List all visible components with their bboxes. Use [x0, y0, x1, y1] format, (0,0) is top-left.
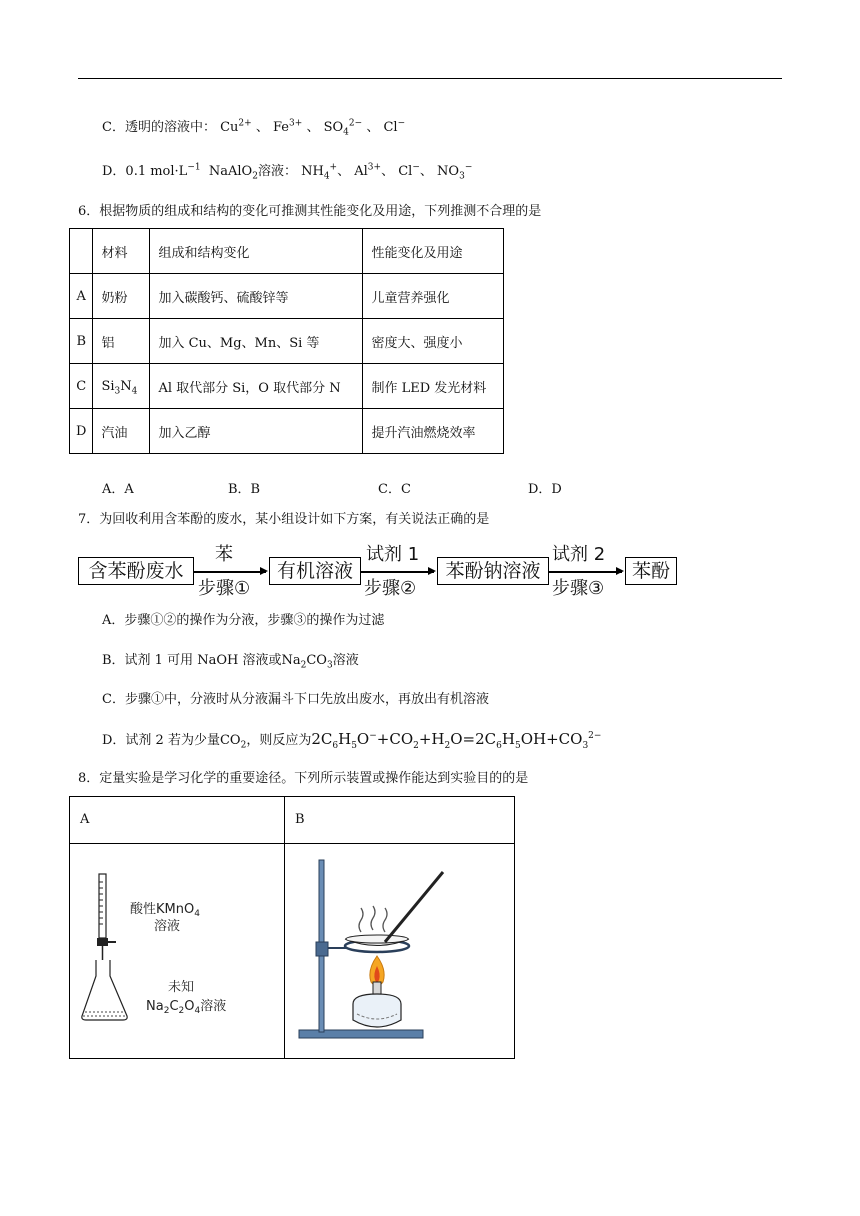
row-label: C: [70, 364, 93, 409]
row-use: 儿童营养强化: [363, 274, 504, 319]
flow-below-3: 步骤③: [552, 578, 605, 599]
q6-header-material: 材料: [93, 229, 150, 274]
reaction-equation: $2C_6H_5O^-+CO_2+H_2O=2C_6H_5OH+CO_3^{2-}$: [311, 730, 602, 751]
row-use: 制作 LED 发光材料: [363, 364, 504, 409]
q6-choice-b: B．B: [228, 482, 261, 497]
q7-stem: 7．为回收利用含苯酚的废水，某小组设计如下方案，有关说法正确的是: [78, 512, 490, 527]
evaporation-apparatus-figure: [285, 844, 514, 1054]
label-na2c2o4: $Na_2C_2O_4$溶液: [146, 999, 227, 1016]
q6-header-row: [70, 229, 504, 274]
flow-above-1: 苯: [215, 544, 233, 565]
header-rule: [78, 78, 782, 79]
q6-header-0: [70, 229, 93, 274]
sep: 、: [419, 164, 433, 179]
q7-option-d: D．试剂 2 若为少量$CO_2$，则反应为$2C_6H_5O^-+CO_2+H_2O=2C_6H_5OH+CO_3^{2-}$: [102, 730, 602, 751]
row-label: B: [70, 319, 93, 364]
q7-flow-diagram: [78, 544, 678, 604]
ion-cl: Cl−: [383, 118, 406, 135]
q6-row-c: [70, 364, 504, 409]
ion-fe: $Fe^{3+}$: [273, 118, 303, 135]
q8-figure-a: [70, 844, 285, 1059]
row-change: Al 取代部分 Si，O 取代部分 N: [150, 364, 363, 409]
label-unknown: 未知: [168, 980, 195, 995]
label-solution: 溶液: [154, 919, 181, 934]
label-kmno4: 酸性KMnO$_4$: [130, 902, 200, 919]
solute: NaAlO: [208, 164, 253, 179]
ion-no3: $NO_3^-$: [437, 162, 473, 182]
row-change: 加入碳酸钙、硫酸锌等: [150, 274, 363, 319]
row-use: 密度大、强度小: [363, 319, 504, 364]
q7-option-c: C．步骤①中，分液时从分液漏斗下口先放出废水，再放出有机溶液: [102, 692, 489, 707]
q8-figure-b: [285, 844, 515, 1059]
sep: 、: [381, 164, 395, 179]
ion-so4: $SO_4^{2-}$: [323, 118, 363, 138]
q8-stem: 8．定量实验是学习化学的重要途径。下列所示装置或操作能达到实验目的的是: [78, 771, 529, 786]
q7-option-b: B．试剂 1 可用 NaOH 溶液或$Na_2CO_3$溶液: [102, 653, 359, 671]
sep: 、: [255, 120, 269, 135]
row-label: D: [70, 409, 93, 454]
q6-choice-d: D．D: [528, 482, 562, 497]
flow-arrow-2: [361, 571, 434, 573]
ion-nh4: $NH_4^+$: [301, 162, 338, 182]
flow-box-phenoxide: 苯酚钠溶液: [437, 557, 549, 585]
ion-cu: $Cu^{2+}$: [220, 118, 252, 135]
q6-choice-a: A．A: [102, 482, 134, 497]
q6-stem: 6．根据物质的组成和结构的变化可推测其性能变化及用途，下列推测不合理的是: [78, 204, 542, 219]
q6-row-b: [70, 319, 504, 364]
sep: 、: [366, 120, 380, 135]
q6-row-d: [70, 409, 504, 454]
row-label: A: [70, 274, 93, 319]
ion-cl: Cl−: [398, 162, 420, 179]
row-material: 铝: [93, 319, 150, 364]
q8-header-b: B: [285, 797, 515, 844]
q6-table: [69, 228, 504, 454]
q6-header-use: 性能变化及用途: [363, 229, 504, 274]
q6-choice-c: C．C: [378, 482, 411, 497]
flow-below-2: 步骤②: [364, 578, 417, 599]
sep: 、: [306, 120, 320, 135]
q5-d-prefix: D．0.1 mol·L: [102, 164, 188, 179]
flow-above-2: 试剂 1: [366, 544, 420, 565]
row-change: 加入乙醇: [150, 409, 363, 454]
q5-c-prefix: C．透明的溶液中：: [102, 120, 216, 135]
sep: 、: [337, 164, 351, 179]
flow-box-organic: 有机溶液: [269, 557, 361, 585]
q6-header-change: 组成和结构变化: [150, 229, 363, 274]
q8-header-a: A: [70, 797, 285, 844]
flow-box-wastewater: 含苯酚废水: [78, 557, 194, 585]
exp: −1: [187, 162, 201, 173]
q5-option-c: [102, 119, 405, 137]
titration-apparatus-figure: [70, 844, 284, 1054]
ion-al: $Al^{3+}$: [354, 162, 382, 179]
row-material: $Si_3N_4$: [93, 364, 150, 409]
q6-row-a: [70, 274, 504, 319]
q5-option-d: [102, 163, 472, 181]
flow-box-phenol: 苯酚: [625, 557, 677, 585]
row-use: 提升汽油燃烧效率: [363, 409, 504, 454]
flow-arrow-1: [194, 571, 266, 573]
flow-arrow-3: [549, 571, 622, 573]
q8-table: [69, 796, 515, 1059]
q7-option-a: A．步骤①②的操作为分液，步骤③的操作为过滤: [102, 613, 385, 628]
flow-above-3: 试剂 2: [552, 544, 606, 565]
solute-suffix: 溶液：: [257, 164, 297, 179]
row-material: 汽油: [93, 409, 150, 454]
row-material: 奶粉: [93, 274, 150, 319]
row-change: 加入 Cu、Mg、Mn、Si 等: [150, 319, 363, 364]
solute-sub: 2: [252, 171, 258, 182]
flow-below-1: 步骤①: [198, 578, 251, 599]
